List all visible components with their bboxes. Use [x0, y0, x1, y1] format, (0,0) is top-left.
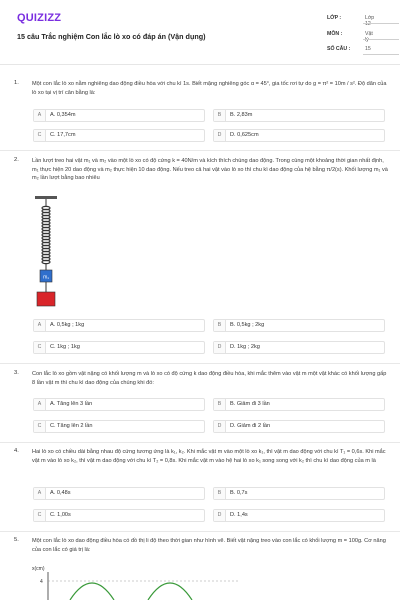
option-text: A. 0,354m [50, 112, 76, 118]
option-letter: C [34, 130, 46, 141]
question-number: 4. [14, 448, 19, 454]
option-letter: D [214, 421, 226, 432]
option-letter: A [34, 488, 46, 499]
meta-count-value: 15 [365, 46, 371, 52]
option-letter: A [34, 399, 46, 410]
option-letter: A [34, 320, 46, 331]
spring-coil [42, 206, 50, 263]
graph-y-tick: 4 [40, 579, 43, 585]
question-number: 5. [14, 537, 19, 543]
meta-subject-label: MÔN : [327, 31, 343, 37]
graph-y-label: x(cm) [32, 566, 45, 572]
option-text: C. Tăng lên 2 lần [50, 423, 93, 429]
option-text: D. 1kg ; 2kg [230, 344, 260, 350]
q2-option-a[interactable] [33, 319, 205, 332]
question-number: 1. [14, 80, 19, 86]
option-letter: D [214, 130, 226, 141]
option-letter: D [214, 342, 226, 353]
option-letter: B [214, 488, 226, 499]
question-text: Một con lắc lò xo nằm nghiêng dao động điều hòa với chu kì 1s. Biết mặng nghiêng góc α = 45°, gia tốc rơi tự do g = π² = 10m / s². Độ dãn của lò xo tại vị trí cân bằng là: [32, 81, 387, 96]
graph-curve-segment [148, 583, 192, 600]
q2-option-c[interactable] [33, 341, 205, 354]
mass-m1-label: m₁ [43, 274, 49, 281]
meta-class-value: Lớp 12 [365, 15, 375, 27]
q1-option-d[interactable] [213, 129, 385, 142]
q2-option-b[interactable] [213, 319, 385, 332]
option-text: A. Tăng lên 3 lần [50, 401, 93, 407]
q1-option-a[interactable] [33, 109, 205, 122]
meta-underline [363, 54, 399, 55]
option-letter: B [214, 110, 226, 121]
q4-option-c[interactable] [33, 509, 205, 522]
question-number: 2. [14, 157, 19, 163]
option-text: A. 0,48s [50, 490, 71, 496]
option-letter: C [34, 342, 46, 353]
question-divider [0, 531, 400, 532]
q2-option-d[interactable] [213, 341, 385, 354]
option-text: B. 0,7s [230, 490, 248, 496]
q4-option-b[interactable] [213, 487, 385, 500]
option-text: B. Giảm đi 3 lần [230, 401, 270, 407]
q4-option-a[interactable] [33, 487, 205, 500]
question-text: Con lắc lò xo gồm vật nặng có khối lượng m và lò xo có độ cứng k dao động điều hòa, khi mắc thêm vào vật m một vật khác có khối lượng gấp 8 lần vật m thì chu kì dao động của chúng khi đó: [32, 371, 387, 386]
header-divider [0, 64, 400, 65]
question-number: 3. [14, 370, 19, 376]
question-divider [0, 442, 400, 443]
option-letter: C [34, 510, 46, 521]
meta-underline [363, 39, 399, 40]
ceiling-support [35, 196, 57, 199]
option-letter: C [34, 421, 46, 432]
meta-count-label: SỐ CÂU : [327, 46, 351, 52]
q4-option-d[interactable] [213, 509, 385, 522]
meta-subject-value: Vật lý [365, 31, 373, 43]
option-text: C. 1kg ; 1kg [50, 344, 80, 350]
q3-option-d[interactable] [213, 420, 385, 433]
q3-option-b[interactable] [213, 398, 385, 411]
question-divider [0, 150, 400, 151]
question-text: Hai lò xo có chiều dài bằng nhau độ cứng tương ứng là k₁, k₂. Khi mắc vật m vào một lò xo k₁, thì vật m dao động với chu kì T₁ = 0,6s. Khi mắc vật m vào lò xo k₂, thì vật m dao động với chu kì T₂ = 0,8s. Khi mắc vật m vào hệ hai lò xo k₁ song song với k₂ thì chu kì dao động của m là [32, 449, 386, 464]
graph-curve-segment [70, 583, 114, 600]
option-letter: D [214, 510, 226, 521]
q3-option-c[interactable] [33, 420, 205, 433]
question-text: Lần lượt treo hai vật m₁ và m₂ vào một lò xo có độ cứng k = 40N/m và kích thích chúng dao động. Trong cùng một khoảng thời gian nhất định, m₁ thực hiện 20 dao động và m₂ thực hiện 10 dao động. Nếu treo cả hai vật vào lò xo thì chu kì dao động của hệ bằng π/2(s). Khối lượng m₁ và m₂ lần lượt bằng bao nhiêu [32, 158, 388, 182]
option-text: C. 17,7cm [50, 132, 76, 138]
option-letter: B [214, 399, 226, 410]
option-text: D. Giảm đi 2 lần [230, 423, 271, 429]
mass-m2-block [37, 292, 55, 306]
q1-option-b[interactable] [213, 109, 385, 122]
option-text: A. 0,5kg ; 1kg [50, 322, 85, 328]
meta-class-label: LỚP : [327, 15, 342, 21]
displacement-graph [30, 562, 250, 600]
question-text: Một con lắc lò xo dao động điều hòa có đồ thị li độ theo thời gian như hình vẽ. Biết vật nặng treo vào con lắc có khối lượng m = 100g. Cơ năng của con lắc có giá trị là: [32, 538, 386, 553]
option-text: B. 0,5kg ; 2kg [230, 322, 265, 328]
option-text: D. 0,625cm [230, 132, 259, 138]
q1-option-c[interactable] [33, 129, 205, 142]
option-text: B. 2,83m [230, 112, 253, 118]
page-title: 15 câu Trắc nghiệm Con lắc lò xo có đáp án (Vận dụng) [17, 32, 206, 41]
meta-underline [363, 23, 399, 24]
q3-option-a[interactable] [33, 398, 205, 411]
option-text: D. 1,4s [230, 512, 248, 518]
question-divider [0, 363, 400, 364]
spring-diagram [34, 196, 60, 312]
option-letter: B [214, 320, 226, 331]
option-text: C. 1,00s [50, 512, 71, 518]
header [0, 0, 400, 64]
option-letter: A [34, 110, 46, 121]
quizizz-logo: QUIZIZZ [17, 12, 62, 24]
